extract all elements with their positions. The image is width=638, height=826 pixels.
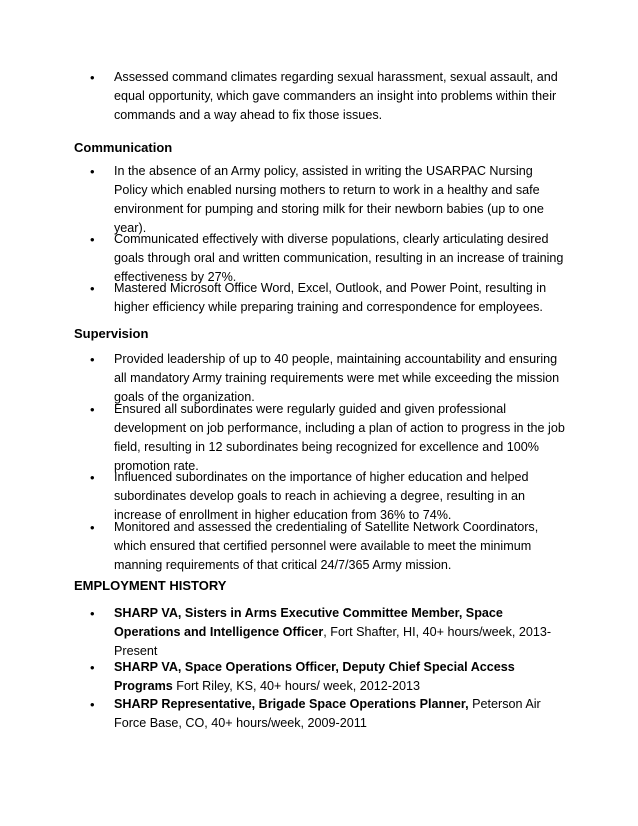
list-item — [114, 400, 574, 476]
plain-text: Fort Riley, KS, 40+ hours/ week, 2012-2013 — [172, 679, 421, 693]
list-item-line: subordinates develop goals to reach in achieving a degree, resulting in an — [114, 489, 525, 503]
list-item — [114, 604, 574, 661]
list-item — [114, 68, 574, 125]
list-item-line: year). — [114, 221, 147, 235]
section-heading: Supervision — [74, 326, 149, 341]
bullet-icon: • — [90, 164, 95, 179]
list-item — [114, 468, 574, 525]
plain-text: Force Base, CO, 40+ hours/week, 2009-2011 — [114, 716, 367, 730]
bullet-icon: • — [90, 232, 95, 247]
list-item-line: which ensured that certified personnel were available to meet the minimum — [114, 539, 532, 553]
list-item-line: manning requirements of that critical 24/7/365 Army mission. — [114, 558, 452, 572]
bullet-icon: • — [90, 470, 95, 485]
plain-text: Present — [114, 644, 158, 658]
bold-text: SHARP VA, Space Operations Officer, Deputy Chief Special Access — [114, 660, 515, 674]
list-item-line: In the absence of an Army policy, assisted in writing the USARPAC Nursing — [114, 164, 533, 178]
list-item — [114, 350, 574, 407]
bullet-icon: • — [90, 606, 95, 621]
list-item-line: commands and a way ahead to fix those issues. — [114, 108, 383, 122]
list-item-line: Influenced subordinates on the importance of higher education and helped — [114, 470, 529, 484]
list-item — [114, 695, 574, 733]
list-item-line — [114, 714, 574, 733]
list-item-line: all mandatory Army training requirements were met while exceeding the mission — [114, 371, 560, 385]
list-item-line: Assessed command climates regarding sexual harassment, sexual assault, and — [114, 70, 558, 84]
list-item-line: field, resulting in 12 subordinates being recognized for excellence and 100% — [114, 440, 539, 454]
list-item-line: Provided leadership of up to 40 people, maintaining accountability and ensuring — [114, 352, 558, 366]
bullet-icon: • — [90, 352, 95, 367]
bold-text: Programs — [114, 679, 173, 693]
list-item-line: development on job performance, including a plan of action to progress in the job — [114, 421, 565, 435]
list-item-line: higher efficiency while preparing training and correspondence for employees. — [114, 300, 543, 314]
list-item-line — [114, 658, 574, 677]
list-item — [114, 279, 574, 317]
plain-text: , Fort Shafter, HI, 40+ hours/week, 2013- — [323, 625, 552, 639]
plain-text: Peterson Air — [468, 697, 541, 711]
list-item-line: increase of enrollment in higher education from 36% to 74%. — [114, 508, 452, 522]
list-item-line: equal opportunity, which gave commanders an insight into problems within their — [114, 89, 557, 103]
list-item-line: Ensured all subordinates were regularly guided and given professional — [114, 402, 507, 416]
list-item-line: Monitored and assessed the credentialing of Satellite Network Coordinators, — [114, 520, 539, 534]
list-item-line: Communicated effectively with diverse populations, clearly articulating desired — [114, 232, 549, 246]
bold-text: SHARP Representative, Brigade Space Operations Planner, — [114, 697, 469, 711]
list-item-line: environment for pumping and storing milk for their newborn babies (up to one — [114, 202, 544, 216]
bullet-icon: • — [90, 660, 95, 675]
list-item-line — [114, 695, 574, 714]
list-item-line: promotion rate. — [114, 459, 199, 473]
list-item-line: Mastered Microsoft Office Word, Excel, Outlook, and Power Point, resulting in — [114, 281, 547, 295]
list-item-line: goals through oral and written communication, resulting in an increase of training — [114, 251, 564, 265]
bullet-icon: • — [90, 402, 95, 417]
list-item-line — [114, 623, 574, 642]
list-item-line: Policy which enabled nursing mothers to return to work in a healthy and safe — [114, 183, 540, 197]
bullet-icon: • — [90, 697, 95, 712]
bold-text: Operations and Intelligence Officer — [114, 625, 324, 639]
list-item — [114, 162, 574, 238]
list-item — [114, 518, 574, 575]
list-item — [114, 658, 574, 696]
section-heading: EMPLOYMENT HISTORY — [74, 578, 227, 593]
list-item-line: goals of the organization. — [114, 390, 255, 404]
bullet-icon: • — [90, 70, 95, 85]
bullet-icon: • — [90, 520, 95, 535]
bullet-icon: • — [90, 281, 95, 296]
list-item-line — [114, 677, 574, 696]
list-item-line: effectiveness by 27%. — [114, 270, 237, 284]
list-item-line — [114, 604, 574, 623]
bold-text: SHARP VA, Sisters in Arms Executive Committee Member, Space — [114, 606, 503, 620]
section-heading: Communication — [74, 140, 173, 155]
